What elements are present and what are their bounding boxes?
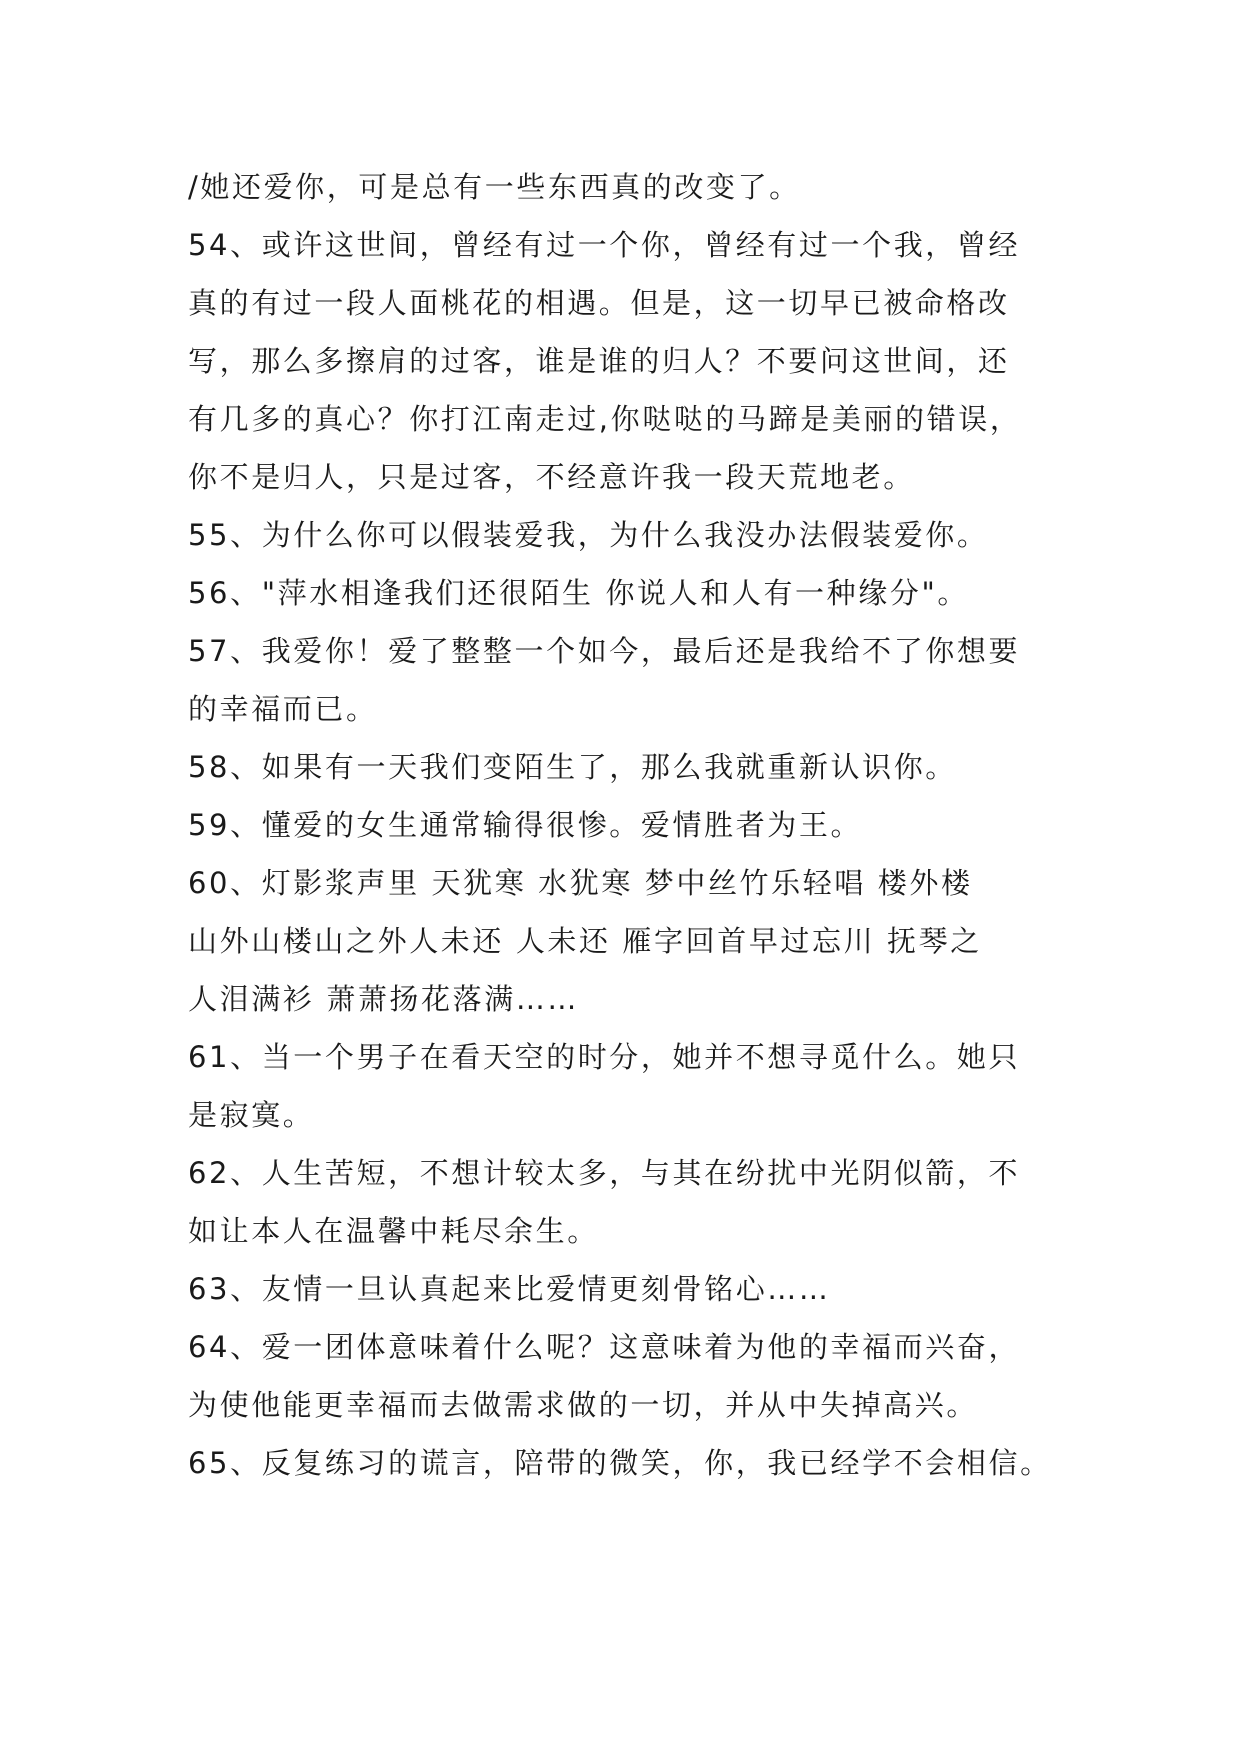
text-line: 是寂寞。 <box>188 1098 315 1132</box>
text-line: 人泪满衫 萧萧扬花落满…… <box>188 982 580 1016</box>
text-line: 54、或许这世间，曾经有过一个你，曾经有过一个我，曾经 <box>188 228 1021 262</box>
text-line: 61、当一个男子在看天空的时分，她并不想寻觅什么。她只 <box>188 1040 1021 1074</box>
text-line: /她还爱你，可是总有一些东西真的改变了。 <box>188 170 801 204</box>
text-line: 62、人生苦短，不想计较太多，与其在纷扰中光阴似箭，不 <box>188 1156 1021 1190</box>
text-line: 58、如果有一天我们变陌生了，那么我就重新认识你。 <box>188 750 957 784</box>
text-line: 63、友情一旦认真起来比爱情更刻骨铭心…… <box>188 1272 831 1306</box>
text-line: 59、懂爱的女生通常输得很惨。爱情胜者为王。 <box>188 808 863 842</box>
text-line: 55、为什么你可以假装爱我，为什么我没办法假装爱你。 <box>188 518 989 552</box>
text-line: 如让本人在温馨中耗尽余生。 <box>188 1214 599 1248</box>
text-line: 56、"萍水相逢我们还很陌生 你说人和人有一种缘分"。 <box>188 576 969 610</box>
text-line: 的幸福而已。 <box>188 692 378 726</box>
text-line: 57、我爱你！爱了整整一个如今，最后还是我给不了你想要 <box>188 634 1021 668</box>
text-line: 写，那么多擦肩的过客，谁是谁的归人？不要问这世间，还 <box>188 344 1010 378</box>
text-line: 有几多的真心？你打江南走过,你哒哒的马蹄是美丽的错误， <box>188 402 1022 436</box>
text-line: 山外山楼山之外人未还 人未还 雁字回首早过忘川 抚琴之 <box>188 924 982 958</box>
text-line: 你不是归人，只是过客，不经意许我一段天荒地老。 <box>188 460 915 494</box>
text-line: 64、爱一团体意味着什么呢？这意味着为他的幸福而兴奋， <box>188 1330 1021 1364</box>
document-body <box>188 158 1068 1492</box>
text-line: 为使他能更幸福而去做需求做的一切，并从中失掉高兴。 <box>188 1388 979 1422</box>
text-line: 真的有过一段人面桃花的相遇。但是，这一切早已被命格改 <box>188 286 1010 320</box>
text-line: 65、反复练习的谎言，陪带的微笑，你，我已经学不会相信。 <box>188 1446 1052 1480</box>
text-line: 60、灯影浆声里 天犹寒 水犹寒 梦中丝竹乐轻唱 楼外楼 <box>188 866 973 900</box>
